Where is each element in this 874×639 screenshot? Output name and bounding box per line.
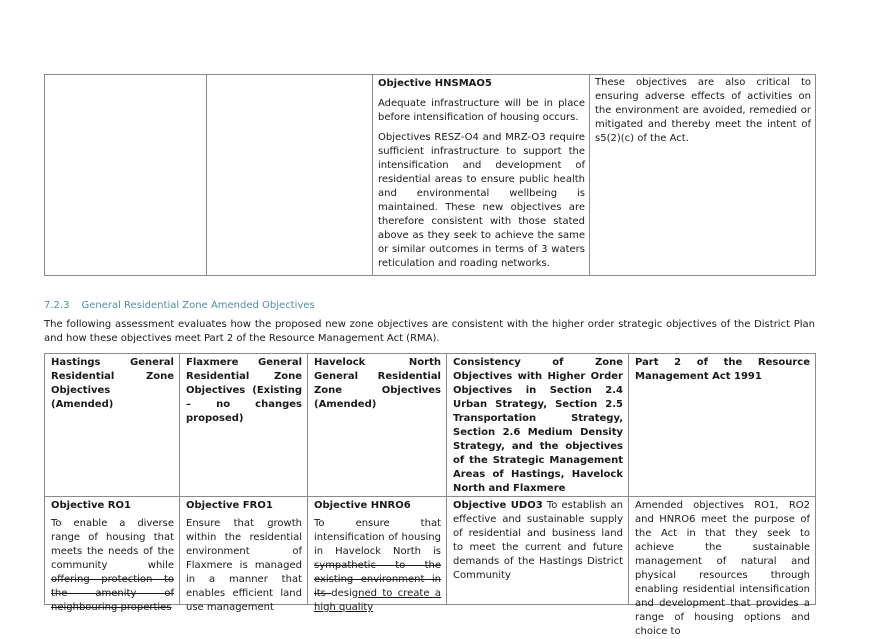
consistency-text: Objective UDO3 To establish an effective and sustainable supply of residential and business land to meet the current and future demands of the Hastings District Community: [453, 500, 623, 581]
header-hastings: Hastings General Residential Zone Objectives (Amended): [45, 354, 180, 497]
table-header-row: [45, 354, 816, 497]
deleted-text: sympathetic to the existing environment in its: [314, 560, 441, 599]
consistency-cell: [373, 75, 590, 276]
inserted-text: ned: [358, 588, 377, 599]
deleted-text: offering protection to the amenity of neighbouring properties: [51, 574, 174, 613]
section-number: 7.2.3: [44, 300, 70, 311]
hastings-objective-cell: [45, 497, 180, 613]
rma-cell: [629, 497, 816, 637]
objective-text: Adequate infrastructure will be in place before intensification of housing occurs.: [378, 98, 585, 123]
rma-cell: [590, 75, 816, 276]
header-consistency: Consistency of Zone Objectives with Higher Order Objectives in Section 2.4 Urban Strategy, Section 2.5 Transportation Strategy, Section 2.6 Medium Density Strategy, and the objectives of the Strategic Management Areas of Hastings, Havelock North and Flaxmere: [447, 354, 629, 497]
inserted-text: to create a high quality: [314, 588, 441, 613]
flaxmere-objective-cell: [180, 497, 308, 613]
objective-title: Objective UDO3: [453, 500, 543, 511]
section-heading: [44, 300, 315, 311]
table-row: [45, 497, 816, 605]
objective-title: Objective RO1: [51, 500, 131, 511]
assessment-table: [44, 353, 816, 637]
objectives-table-continued: [44, 74, 816, 276]
objective-title: Objective HNRO6: [314, 500, 411, 511]
section-title: General Residential Zone Amended Objectives: [81, 300, 315, 311]
rma-text: These objectives are also critical to ensuring adverse effects of activities on the environment are avoided, remedied or mitigated and thereby meet the intent of s5(2)(c) of the Act.: [595, 77, 811, 144]
objective-text: To enable a diverse range of housing that meets the needs of the community while offering protection to the amenity of neighbouring properties: [51, 518, 174, 613]
objective-title: Objective HNSMAO5: [378, 78, 492, 89]
objective-title: Objective FRO1: [186, 500, 273, 511]
header-flaxmere: Flaxmere General Residential Zone Objectives (Existing – no changes proposed): [180, 354, 308, 497]
rma-text: Amended objectives RO1, RO2 and HNRO6 meet the purpose of the Act in that they seek to achieve the sustainable management of natural and physical resources through enabling residential intensification and development that provides a range of housing options and choice to: [635, 500, 810, 637]
empty-cell-1: [45, 75, 207, 276]
objective-text: Ensure that growth within the residential environment of Flaxmere is managed in a manner that enables efficient land use management: [186, 518, 302, 613]
intro-paragraph: The following assessment evaluates how the proposed new zone objectives are consistent with the higher order strategic objectives of the District Plan and how these objectives meet Part 2 of the Resource Management Act (RMA).: [44, 319, 815, 344]
consistency-text: Objectives RESZ-O4 and MRZ-O3 require sufficient infrastructure to support the intensification and development of residential areas to ensure public health and environmental wellbeing is maintained. These new objectives are therefore consistent with those stated above as they seek to achieve the same or similar outcomes in terms of 3 waters reticulation and roading networks.: [378, 132, 585, 269]
consistency-cell: [447, 497, 629, 605]
objective-text: To ensure that intensification of housing in Havelock North is sympathetic to the existing environment in its designed to create a high quality: [314, 518, 441, 613]
header-havelock: Havelock North General Residential Zone Objectives (Amended): [308, 354, 447, 497]
empty-cell-2: [207, 75, 373, 276]
header-rma: Part 2 of the Resource Management Act 1991: [629, 354, 816, 497]
havelock-objective-cell: [308, 497, 447, 613]
